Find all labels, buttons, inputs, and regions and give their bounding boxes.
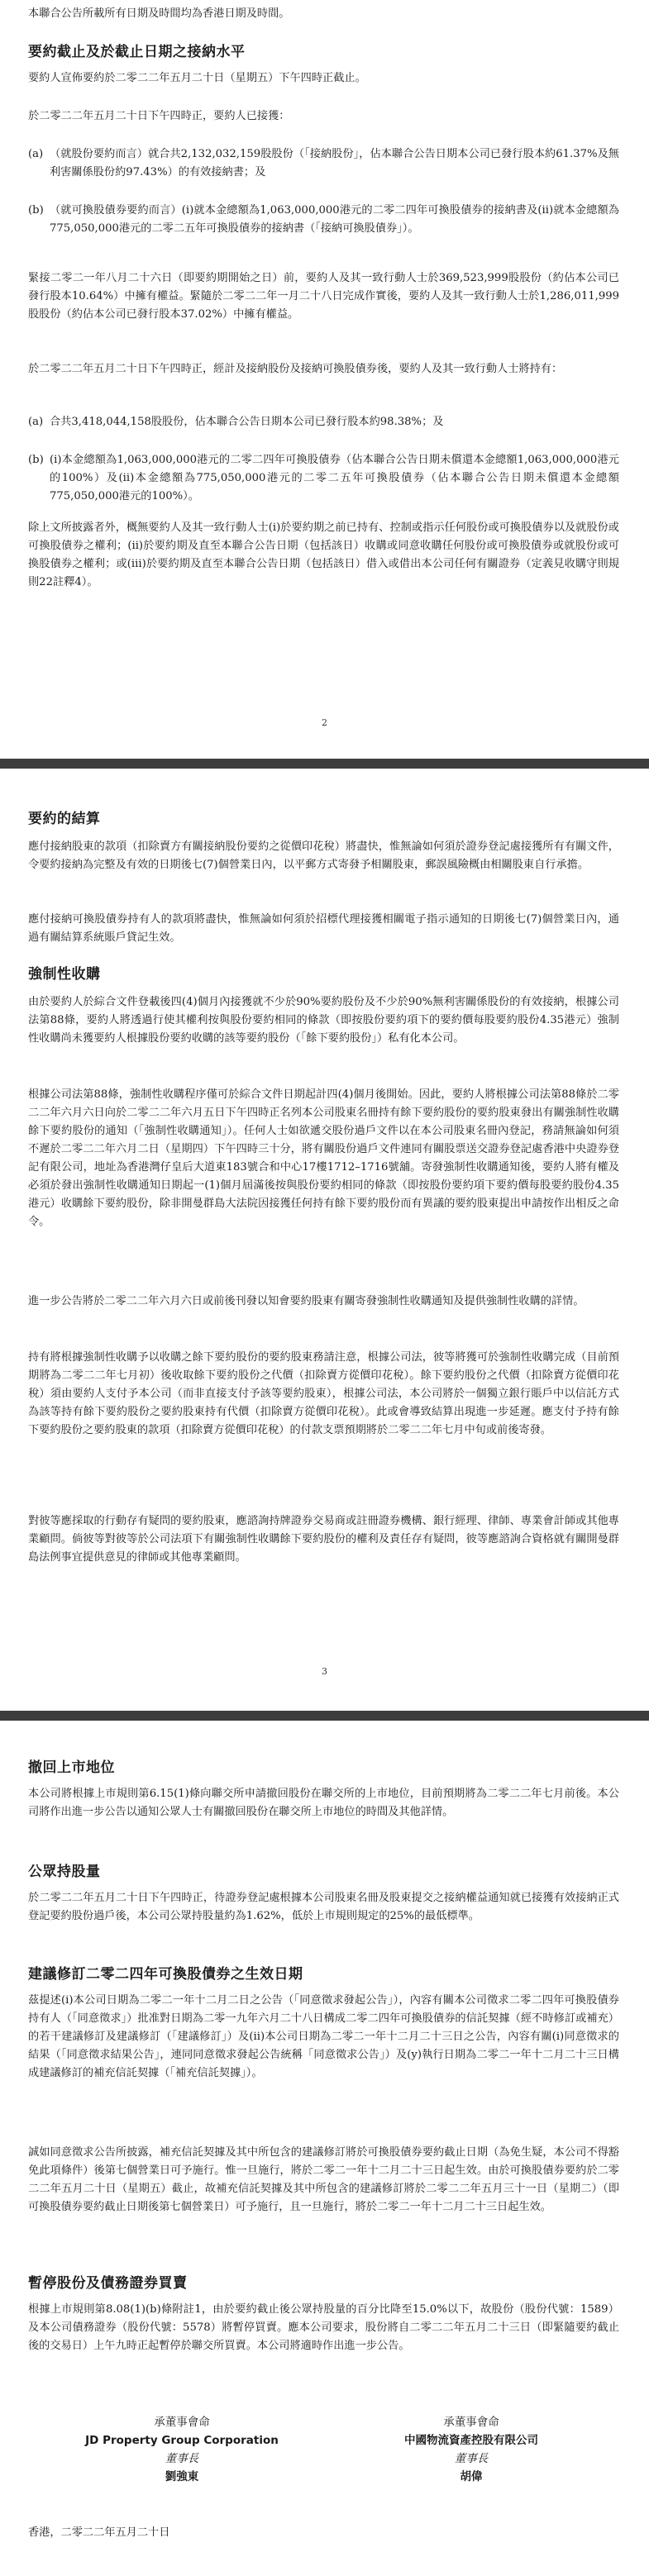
- list-item-label: (b): [28, 204, 44, 217]
- paragraph: 於二零二二年五月二十日下午四時正，要約人已接獲：: [28, 110, 290, 122]
- section-heading-settlement: 要約的結算: [28, 811, 101, 827]
- list-item: [28, 451, 619, 506]
- section-heading-suspension: 暫停股份及債務證券買賣: [28, 2275, 188, 2292]
- paragraph: 於二零二二年五月二十日下午四時正，待證券登記處根據本公司股東名冊及股東提交之接納權益通知就已接獲有效接納正式登記要約股份過戶後，本公司公眾持股量約為1.62%，低於上市規則規定的25%的最低標準。: [28, 1892, 619, 1922]
- page-number: 2: [322, 717, 327, 728]
- signature-block-left: [74, 2413, 289, 2486]
- list-item-label: (a): [28, 416, 44, 428]
- paragraph: 根據公司法第88條，強制性收購程序僅可於綜合文件日期起計四(4)個月後開始。因此，要約人將根據公司法第88條於二零二二年六月六日向於二零二二年六月五日下午四時正名列本公司股東名冊持有餘下要約股份的要約股東發出有關強制性收購餘下要約股份的通知（「強制性收購通知」）。任何人士如欲遞交股份過戶文件以在本公司股東名冊內登記，務請無論如何須不遲於二零二二年六月二日（星期四）下午四時三十分，將有關股份過戶文件連同有關股票送交證券登記處香港中央證券登記有限公司，地址為香港灣仔皇后大道東183號合和中心17樓1712–1716號舖。寄發強制性收購通知後，要約人將有權及必須於發出強制性收購通知日期起一(1)個月屆滿後按與股份要約相同的條款（即按股份要約項下要約價每股要約股份4.35港元）收購餘下要約股份，除非開曼群島大法院因接獲任何持有餘下要約股份而有異議的要約股東提出申請按作出相反之命令。: [28, 1088, 619, 1228]
- section-heading-offer-close: 要約截止及於截止日期之接納水平: [28, 44, 246, 60]
- section-heading-proposed-amendments: 建議修訂二零二四年可換股債券之生效日期: [28, 1966, 303, 1983]
- paragraph: 應付接納可換股債券持有人的款項將盡快，惟無論如何須於招標代理接獲相關電子指示通知的日期後七(7)個營業日內，通過有關結算系統賬戶貸記生效。: [28, 913, 619, 944]
- list-item-label: (a): [28, 148, 44, 160]
- signature-order: 承董事會命: [443, 2416, 499, 2429]
- signature-name: 劉強東: [165, 2470, 199, 2483]
- paragraph: 持有將根據強制性收購予以收購之餘下要約股份的要約股東務請注意，根據公司法，彼等將獲可於強制性收購完成（目前預期將為二零二二年七月初）後收取餘下要約股份之代價（扣除賣方從價印花稅）。餘下要約股份之代價（扣除賣方從價印花稅）須由要約人支付予本公司（而非直接支付予該等要約股東），根據公司法，本公司將於一個獨立銀行賬戶中以信託方式為該等持有餘下要約股份之要約股東持有代價（扣除賣方從價印花稅）。此或會導致結算出現進一步延遲。應支付予持有餘下要約股份之要約股東的款項（扣除賣方從價印花稅）的付款支票預期將於二零二二年七月中旬或前後寄發。: [28, 1351, 619, 1436]
- signature-name: 胡偉: [460, 2470, 483, 2483]
- page-separator: [0, 759, 649, 769]
- list-item-text: (i)本金總額為1,063,000,000港元的二零二四年可換股債券（佔本聯合公告日期未償還本金總額1,063,000,000港元的100%）及(ii)本金總額為775,050,000港元的二零二五年可換股債券（佔本聯合公告日期未償還本金總額775,050,000港元的100%）。: [50, 454, 619, 502]
- page-1: [0, 0, 649, 760]
- paragraph: 要約人宣佈要約於二零二二年五月二十日（星期五）下午四時正截止。: [28, 72, 366, 84]
- section-heading-public-float: 公眾持股量: [28, 1864, 101, 1880]
- paragraph: 進一步公告將於二零二二年六月六日或前後刊發以知會要約股東有關寄發強制性收購通知及提供強制性收購的詳情。: [28, 1295, 585, 1307]
- signature-role: 董事長: [165, 2452, 199, 2465]
- list-item: [28, 145, 619, 182]
- intro-text: 本聯合公告所載所有日期及時間均為香港日期及時間。: [28, 7, 290, 20]
- page-number: 3: [322, 1666, 327, 1677]
- paragraph: 誠如同意徵求公告所披露，補充信託契據及其中所包含的建議修訂將於可換股債券要約截止日期（為免生疑，本公司不得豁免此項條件）後第七個營業日可予施行。惟一旦施行，將於二零二一年十二月二十三日起生效。由於可換股債券要約於二零二二年五月二十日（星期五）截止，故補充信託契據及其中所包含的建議修訂將於二零二二年五月三十一日（星期二）（即可換股債券要約截止日期後第七個營業日）可予施行，且一旦施行，將於二零二一年十二月二十三日起生效。: [28, 2146, 619, 2213]
- list-item: [28, 202, 619, 238]
- page-separator: [0, 1711, 649, 1721]
- list-item-text: （就可換股債券要約而言）(i)就本金總額為1,063,000,000港元的二零二四年可換股債券的接納書及(ii)就本金總額為775,050,000港元的二零二五年可換股債券的接納書（「接納可換股債券」）。: [50, 204, 619, 235]
- section-heading-withdrawal-listing: 撤回上市地位: [28, 1759, 115, 1776]
- paragraph: 本公司將根據上市規則第6.15(1)條向聯交所申請撤回股份在聯交所的上市地位，目前預期將為二零二二年七月前後。本公司將作出進一步公告以通知公眾人士有關撤回股份在聯交所上市地位的時間及其他詳情。: [28, 1788, 619, 1818]
- section-heading-compulsory-acquisition: 強制性收購: [28, 966, 101, 983]
- paragraph: 對彼等應採取的行動存有疑問的要約股東，應諮詢持牌證券交易商或註冊證券機構、銀行經理、律師、專業會計師或其他專業顧問。倘彼等對彼等於公司法項下有關強制性收購餘下要約股份的權利及責任存有疑問，彼等應諮詢合資格就有關開曼群島法例事宜提供意見的律師或其他專業顧問。: [28, 1515, 619, 1564]
- signature-order: 承董事會命: [154, 2416, 210, 2429]
- paragraph: 由於要約人於綜合文件登載後四(4)個月內接獲就不少於90%要約股份及不少於90%無利害關係股份的有效接納，根據公司法第88條，要約人將透過行使其權利按與股份要約相同的條款（即按股份要約項下的要約價每股要約股份4.35港元）強制性收購尚未獲要約人根據股份要約收購的該等要約股份（「餘下要約股份」）私有化本公司。: [28, 996, 619, 1045]
- list-item-text: （就股份要約而言）就合共2,132,032,159股股份（「接納股份」，佔本聯合公告日期本公司已發行股本約61.37%及無利害關係股份約97.43%）的有效接納書；及: [50, 148, 619, 179]
- paragraph: 緊接二零二一年八月二十六日（即要約期開始之日）前，要約人及其一致行動人士於369,523,999股股份（約佔本公司已發行股本10.64%）中擁有權益。緊隨於二零二二年一月二十八日完成作實後，要約人及其一致行動人士於1,286,011,999股股份（約佔本公司已發行股本37.02%）中擁有權益。: [28, 272, 619, 321]
- paragraph: 於二零二二年五月二十日下午四時正，經計及接納股份及接納可換股債券後，要約人及其一致行動人士將持有：: [28, 363, 563, 375]
- date-line: 香港，二零二二年五月二十日: [28, 2526, 170, 2539]
- signature-company: JD Property Group Corporation: [85, 2434, 279, 2447]
- paragraph: 應付接納股東的款項（扣除賣方有關接納股份要約之從價印花稅）將盡快，惟無論如何須於證券登記處接獲所有有關文件，令要約接納為完整及有效的日期後七(7)個營業日內，以平郵方式寄發予相關股東，郵誤風險概由相關股東自行承擔。: [28, 840, 619, 871]
- paragraph: 茲提述(i)本公司日期為二零二一年十二月二日之公告（「同意徵求發起公告」），內容有關本公司徵求二零二四年可換股債券持有人（「同意徵求」）批准對日期為二零一九年六月二十八日構成二零二四年可換股債券的信託契據（經不時修訂或補充）的若干建議修訂及建議修訂（「建議修訂」）及(ii)本公司日期為二零二一年十二月二十三日之公告，內容有關(i)同意徵求的結果（「同意徵求結果公告」，連同同意徵求發起公告統稱「同意徵求公告」）及(y)執行日期為二零二一年十二月二十三日構成建議修訂的補充信託契據（「補充信託契據」）。: [28, 1994, 619, 2079]
- paragraph: 根據上市規則第8.08(1)(b)條附註1，由於要約截止後公眾持股量的百分比降至15.0%以下，故股份（股份代號：1589）及本公司債務證券（股份代號：5578）將暫停買賣。應本公司要求，股份將自二零二二年五月二十三日（即緊隨要約截止後的交易日）上午九時正起暫停於聯交所買賣。本公司將適時作出進一步公告。: [28, 2303, 619, 2352]
- list-item: [28, 413, 619, 431]
- signature-block-right: [364, 2413, 579, 2486]
- page-3: [0, 1721, 649, 2576]
- list-item-text: 合共3,418,044,158股股份，佔本聯合公告日期本公司已發行股本約98.38%；及: [50, 416, 444, 428]
- signature-role: 董事長: [454, 2452, 489, 2465]
- list-item-label: (b): [28, 454, 44, 466]
- signature-company: 中國物流資產控股有限公司: [404, 2434, 538, 2447]
- page-2: [0, 769, 649, 1711]
- paragraph: 除上文所披露者外，概無要約人及其一致行動人士(i)於要約期之前已持有、控制或指示任何股份或可換股債券以及就股份或可換股債券之權利；(ii)於要約期及直至本聯合公告日期（包括該日）收購或同意收購任何股份或可換股債券或就股份或可換股債券之權利；或(iii)於要約期及直至本聯合公告日期（包括該日）借入或借出本公司任何有關證券（定義見收購守則規則22註釋4）。: [28, 521, 619, 588]
